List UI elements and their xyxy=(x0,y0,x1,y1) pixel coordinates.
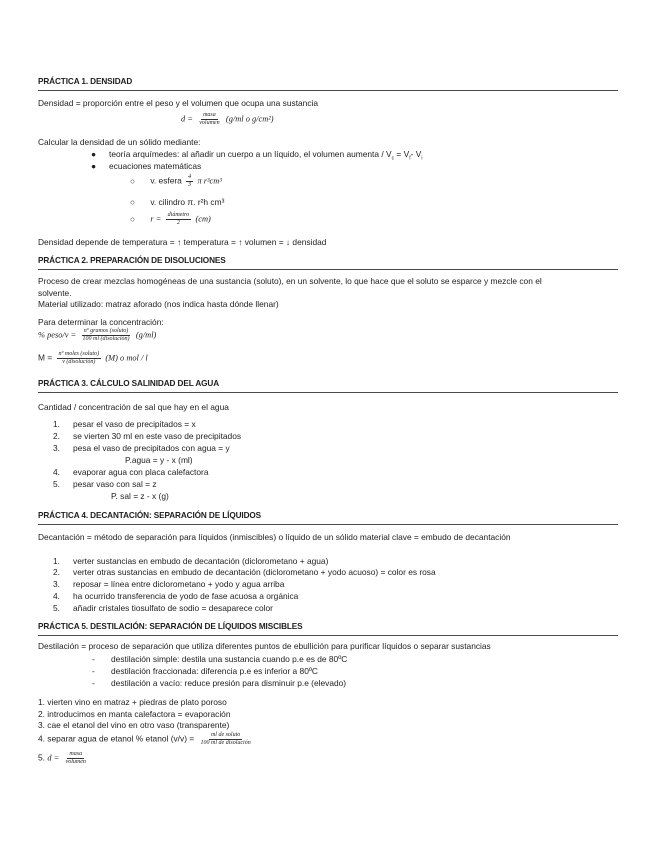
archimedes-sub-i: i xyxy=(421,155,423,162)
density-formula-den: volumen xyxy=(199,120,220,126)
molarity-formula xyxy=(38,351,148,366)
molarity-num: nº moles (soluto) xyxy=(58,351,100,357)
ethanol-den: 100 ml de disolución xyxy=(200,740,251,746)
salinity-step-2: 2. se vierten 30 ml en este vaso de precipitados xyxy=(53,431,242,441)
decantation-step-4: 4. ha ocurrido transferencia de yodo de fase acuosa a orgánica xyxy=(53,591,299,601)
distillation-step-4 xyxy=(38,732,255,747)
decantation-intro: Decantación = método de separación para líquidos (inmiscibles) o líquido de un sólido material clave = embudo de decantación xyxy=(38,532,511,542)
salinity-step-4: 4. evaporar agua con placa calefactora xyxy=(53,467,209,477)
bullet-equations xyxy=(91,161,201,171)
distillation-intro: Destilación = proceso de separación que utiliza diferentes puntos de ebullición para purificar líquidos o separar sustancias xyxy=(38,641,491,651)
wv-post: (g/ml) xyxy=(135,330,157,340)
distillation-step-1: 1. vierten vino en matraz + piedras de plato poroso xyxy=(38,697,227,707)
salinity-step-1: 1. pesar el vaso de precipitados = x xyxy=(53,419,196,429)
section-2-title: PRÁCTICA 2. PREPARACIÓN DE DISOLUCIONES xyxy=(38,256,226,265)
step5-num: masa xyxy=(69,751,83,757)
density-formula xyxy=(181,112,274,127)
section-5-title: PRÁCTICA 5. DESTILACIÓN: SEPARACIÓN DE LÍQUIDOS MISCIBLES xyxy=(38,622,303,631)
distillation-step-2: 2. introducimos en manta calefactora = evaporación xyxy=(38,709,231,719)
circle-bullet-icon: ○ xyxy=(130,197,136,207)
step5-fraction xyxy=(64,751,88,766)
section-1-title: PRÁCTICA 1. DENSIDAD xyxy=(38,77,133,86)
density-definition: Densidad = proporción entre el peso y el volumen que ocupa una sustancia xyxy=(38,98,319,108)
sphere-fraction xyxy=(186,174,193,189)
density-formula-unit: (g/ml o g/cm²) xyxy=(225,114,274,124)
equations-text: ecuaciones matemáticas xyxy=(109,161,202,171)
distillation-type-vacuum: - destilación a vacío: reduce presión para disminuir p.e (elevado) xyxy=(92,678,347,688)
salinity-step-3: 3. pesa el vaso de precipitados con agua = y xyxy=(53,443,230,453)
molarity-pre: M = xyxy=(38,352,53,363)
radius-fraction xyxy=(166,212,191,227)
wv-pre: % peso/v = xyxy=(38,330,77,340)
density-formula-num: masa xyxy=(203,112,216,118)
dissolution-para-line1: Proceso de crear mezclas homogéneas de una sustancia (soluto), en un solvente, lo que hace que el soluto se esparce y mezcle con el xyxy=(38,276,542,286)
ethanol-fraction xyxy=(199,732,253,747)
distillation-type-simple: - destilación simple: destila una sustancia cuando p.e es de 80ºC xyxy=(92,654,348,664)
archimedes-text: teoría arquímedes: al añadir un cuerpo a un líquido, el volumen aumenta / V xyxy=(109,149,392,159)
sphere-pre: v. esfera xyxy=(150,175,182,186)
distillation-type-fractional: - destilación fraccionada: diferencia p.e es inferior a 80ºC xyxy=(92,666,318,676)
step5-den: volumen xyxy=(65,759,86,765)
circle-bullet-icon: ○ xyxy=(130,213,136,224)
salinity-step-5: 5. pesar vaso con sal = z xyxy=(53,479,157,489)
archimedes-end: - V xyxy=(410,149,422,159)
radius-num: diámetro xyxy=(167,212,190,218)
wv-fraction xyxy=(81,328,132,343)
molarity-fraction xyxy=(57,351,102,366)
molarity-post: (M) o mol / l xyxy=(105,353,148,363)
bullet-dot-icon: ● xyxy=(91,161,97,171)
density-formula-lhs: d = xyxy=(181,114,193,124)
section-1-rule xyxy=(38,90,618,91)
ethanol-num: ml de soluto xyxy=(210,732,241,738)
section-3-rule xyxy=(38,392,618,393)
section-3-title: PRÁCTICA 3. CÁLCULO SALINIDAD DEL AGUA xyxy=(38,379,220,388)
bullet-dot-icon: ● xyxy=(91,149,97,159)
cylinder-text: v. cilindro π. r²h cm³ xyxy=(150,197,225,207)
section-4-rule xyxy=(38,524,618,525)
wv-den: 100 ml (disolución) xyxy=(82,336,130,342)
archimedes-mid: = V xyxy=(394,149,410,159)
step5-d: d = xyxy=(47,753,60,763)
radius-formula xyxy=(130,212,211,227)
archimedes-sub-c: c xyxy=(391,155,395,162)
salinity-intro: Cantidad / concentración de sal que hay en el agua xyxy=(38,402,229,412)
decantation-step-2: 2. verter otras sustancias en embudo de decantación (diclorometano + yodo acuoso) = color es rosa xyxy=(53,567,436,577)
weight-volume-formula xyxy=(38,328,156,343)
decantation-step-5: 5. añadir cristales tiosulfato de sodio = desaparece color xyxy=(53,603,273,613)
density-formula-fraction xyxy=(197,112,221,127)
concentration-intro: Para determinar la concentración: xyxy=(38,317,164,327)
step5-pre: 5. xyxy=(38,752,45,763)
archimedes-sub-f: f xyxy=(409,155,411,162)
distillation-step-5 xyxy=(38,751,90,766)
sphere-post: π r³cm³ xyxy=(197,176,222,186)
section-5-rule xyxy=(38,635,618,636)
radius-pre: r = xyxy=(150,214,162,224)
cylinder-volume xyxy=(130,197,224,207)
molarity-den: v (disolución) xyxy=(62,359,96,365)
distillation-step-3: 3. cae el etanol del vino en otro vaso (transparente) xyxy=(38,720,230,730)
density-temperature-note: Densidad depende de temperatura = ↑ temperatura = ↑ volumen = ↓ densidad xyxy=(38,237,327,247)
radius-post: (cm) xyxy=(195,214,211,224)
density-calc-intro: Calcular la densidad de un sólido mediante: xyxy=(38,137,201,147)
sphere-num: 4 xyxy=(188,174,192,180)
dissolution-para-line2: solvente. xyxy=(38,288,72,298)
section-4-title: PRÁCTICA 4. DECANTACIÓN: SEPARACIÓN DE LÍQUIDOS xyxy=(38,511,262,520)
salt-weight-formula: P. sal = z - x (g) xyxy=(111,491,169,501)
step4-pre: 4. separar agua de etanol % etanol (v/v) = xyxy=(38,733,195,744)
section-2-rule xyxy=(38,269,618,270)
water-weight-formula: P.agua = y - x (ml) xyxy=(125,455,193,465)
sphere-den: 3 xyxy=(188,182,192,188)
wv-num: nº gramos (soluto) xyxy=(83,328,129,334)
decantation-step-1: 1. verter sustancias en embudo de decantación (diclorometano + agua) xyxy=(53,556,329,566)
decantation-step-3: 3. reposar = línea entre diclorometano + yodo y agua arriba xyxy=(53,579,285,589)
material-used: Material utilizado: matraz aforado (nos indica hasta dónde llenar) xyxy=(38,299,279,309)
sphere-volume xyxy=(130,174,222,189)
radius-den: 2 xyxy=(176,220,180,226)
bullet-archimedes xyxy=(91,149,422,162)
circle-bullet-icon: ○ xyxy=(130,175,136,186)
